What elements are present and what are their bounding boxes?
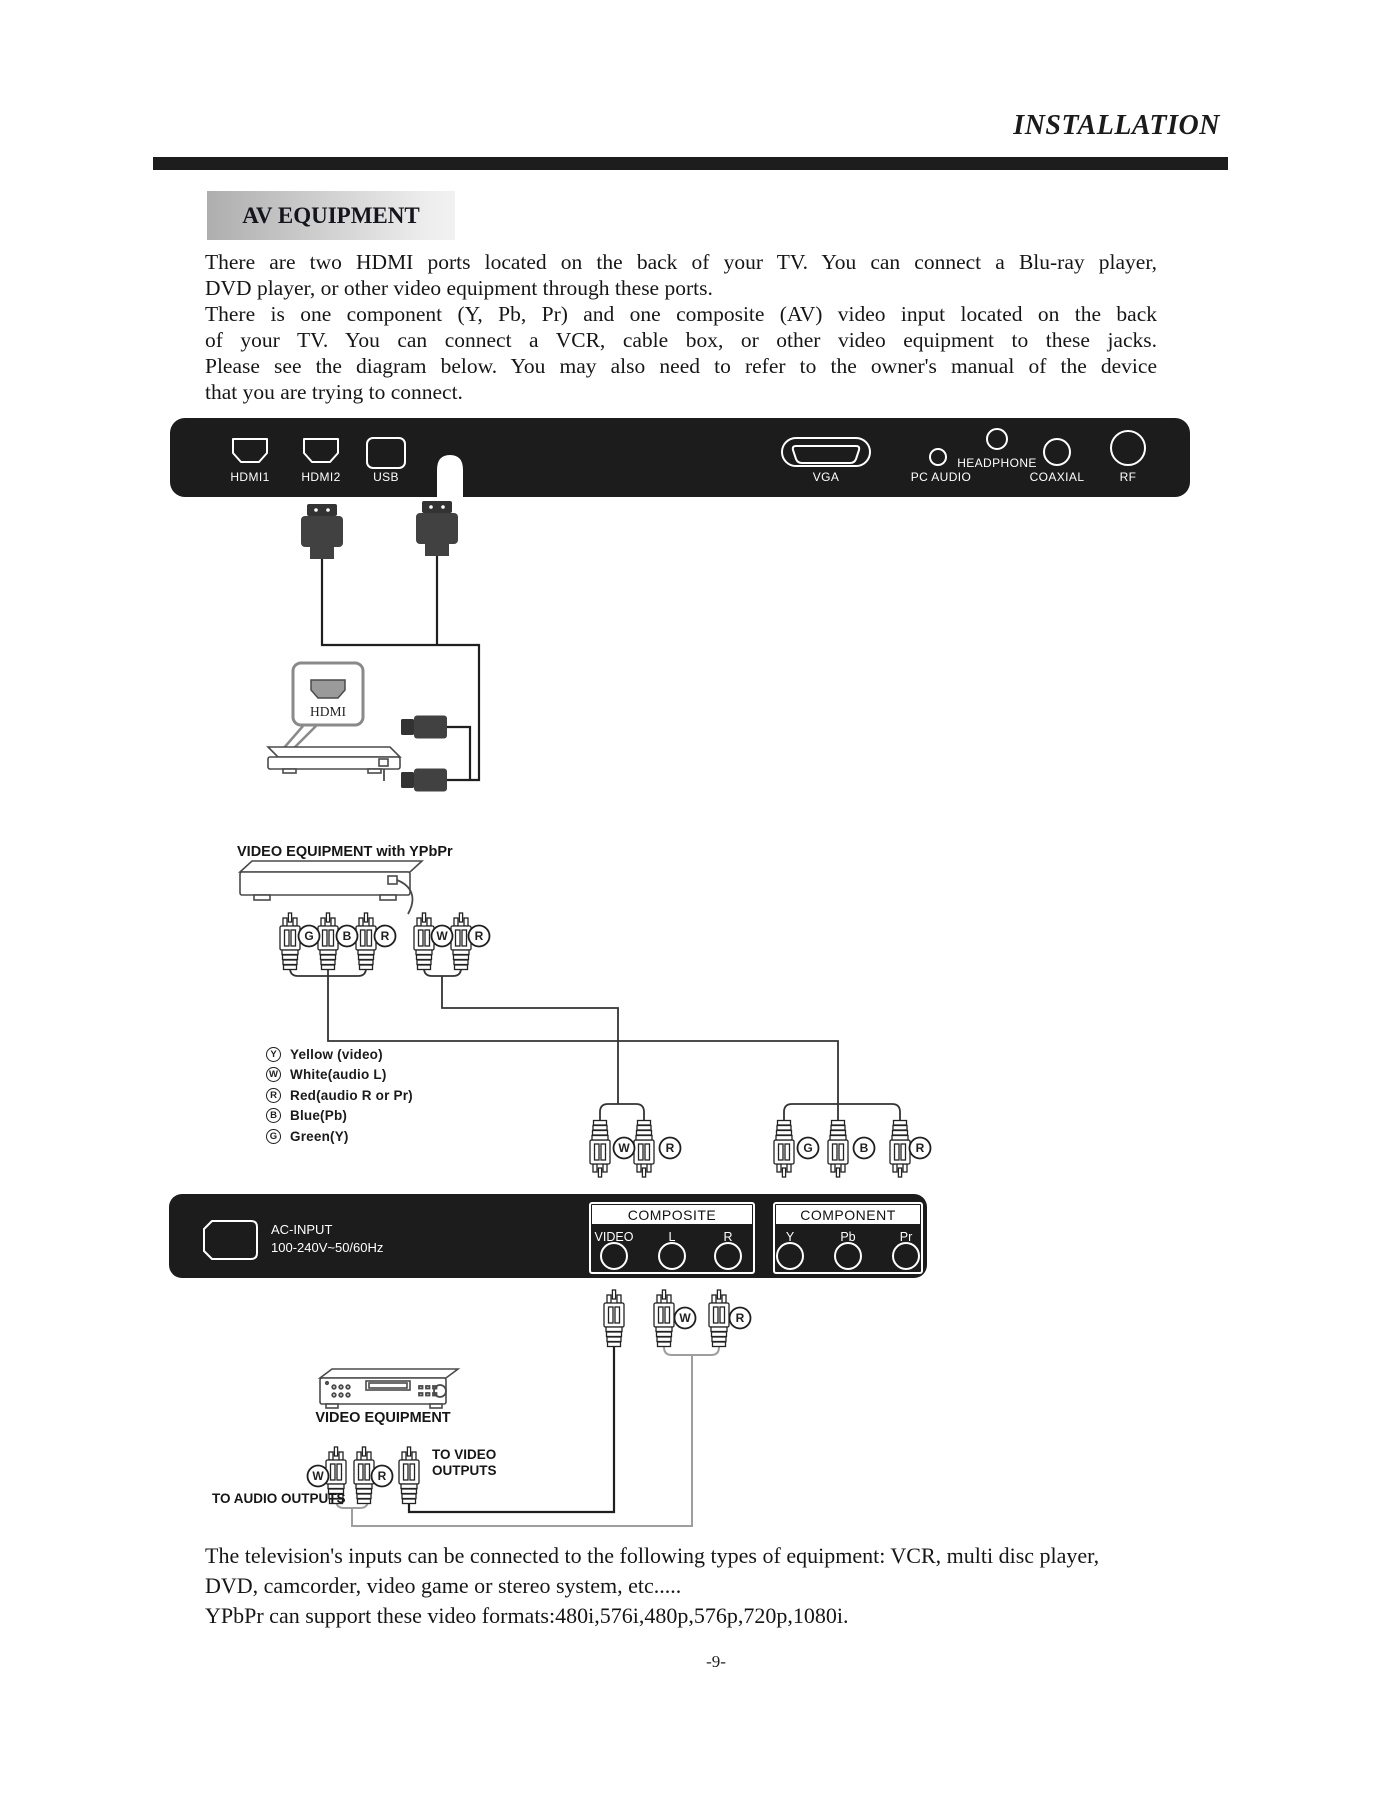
section-title: AV EQUIPMENT	[242, 202, 420, 228]
letter-r: R	[474, 929, 484, 943]
cable-bracket	[784, 1104, 900, 1122]
rca-connector-blue	[828, 1121, 848, 1178]
letter-b: B	[859, 1141, 869, 1155]
hdmi2-port-label: HDMI2	[301, 470, 341, 484]
legend-text: White(audio L)	[290, 1067, 387, 1082]
body-line: DVD player, or other video equipment through these ports.	[205, 276, 713, 300]
body-line: that you are trying to connect.	[205, 380, 463, 404]
letter-badge-w: W	[266, 1067, 281, 1082]
video-equipment-label: VIDEO EQUIPMENT	[315, 1410, 451, 1426]
letter-r: R	[377, 1469, 387, 1483]
rca-connector-red	[709, 1290, 729, 1347]
legend-item	[266, 1128, 413, 1144]
legend-text: Red(audio R or Pr)	[290, 1087, 413, 1103]
composite-left-label: L	[668, 1230, 676, 1244]
ac-input-rating: 100-240V~50/60Hz	[271, 1240, 384, 1255]
cable-bracket	[600, 1104, 644, 1122]
letter-badge-b: B	[266, 1108, 281, 1123]
hdmi1-port-label: HDMI1	[230, 470, 270, 484]
stand-notch	[437, 455, 463, 498]
video-equipment-section	[212, 1369, 497, 1506]
ypbpr-section-title: VIDEO EQUIPMENT with YPbPr	[237, 844, 453, 860]
body-line: There is one component (Y, Pb, Pr) and one composite (AV) video input located on the back	[205, 302, 1157, 326]
hdmi-plug-icon	[401, 769, 447, 792]
section-title-box	[207, 191, 455, 240]
legend-text: Blue(Pb)	[290, 1108, 348, 1123]
hdmi-plug-icon	[416, 501, 458, 556]
component-y-label: Y	[785, 1230, 795, 1244]
letter-badge-r: R	[266, 1088, 281, 1103]
component-pb-label: Pb	[840, 1230, 856, 1244]
letter-badge-y: Y	[266, 1047, 281, 1062]
legend-item	[266, 1108, 413, 1124]
legend-text: Green(Y)	[290, 1128, 349, 1144]
letter-w: W	[312, 1469, 324, 1483]
composite-title: COMPOSITE	[627, 1207, 717, 1223]
body-line: YPbPr can support these video formats:480i,576i,480p,576p,720p,1080i.	[205, 1603, 849, 1628]
rca-connector-red	[356, 913, 376, 970]
rca-connector-yellow	[604, 1290, 624, 1347]
pc-audio-jack-label: PC AUDIO	[910, 470, 972, 484]
letter-badge-g: G	[266, 1129, 281, 1144]
body-line: Please see the diagram below. You may also need to refer to the owner's manual of the device	[205, 354, 1157, 378]
hdmi-cable-diagram	[268, 501, 479, 792]
letter-w: W	[679, 1311, 691, 1325]
rca-connector-green	[280, 913, 300, 970]
header-rule	[153, 157, 1228, 170]
rca-connector-yellow	[399, 1447, 419, 1504]
rca-connector-white	[414, 913, 434, 970]
headphone-jack-label: HEADPHONE	[957, 456, 1037, 470]
to-video-outputs-label: TO VIDEO	[432, 1447, 497, 1462]
ypbpr-source-device	[240, 861, 422, 914]
composite-video-label: VIDEO	[594, 1230, 634, 1244]
panel-input-connectors	[590, 1104, 931, 1177]
hdmi-callout-label: HDMI	[310, 704, 346, 719]
to-video-outputs-label: OUTPUTS	[432, 1463, 497, 1478]
usb-port-label: USB	[373, 470, 399, 484]
vga-port-label: VGA	[812, 470, 840, 484]
legend-item	[266, 1046, 413, 1062]
hdmi-source-device	[268, 747, 400, 781]
page-header-title: INSTALLATION	[1013, 110, 1220, 141]
rf-jack-label: RF	[1119, 470, 1137, 484]
rca-connector-green	[774, 1121, 794, 1178]
body-line: DVD, camcorder, video game or stereo system, etc.....	[205, 1573, 682, 1598]
letter-g: G	[803, 1141, 813, 1155]
legend-text: Yellow (video)	[290, 1046, 383, 1062]
body-line: There are two HDMI ports located on the back of your TV. You can connect a Blu-ray player,	[205, 250, 1157, 274]
composite-right-label: R	[723, 1230, 733, 1244]
letter-r: R	[915, 1141, 925, 1155]
tv-bottom-rear-panel	[169, 1194, 927, 1278]
page-number: -9-	[706, 1652, 726, 1671]
intro-paragraph-1	[205, 249, 1157, 301]
tv-rear-panel	[170, 418, 1190, 498]
coaxial-jack-label: COAXIAL	[1029, 470, 1085, 484]
letter-w: W	[436, 929, 448, 943]
to-audio-outputs-label: TO AUDIO OUTPUTS	[212, 1491, 346, 1506]
rca-connector-white	[590, 1121, 610, 1178]
letter-r: R	[665, 1141, 675, 1155]
letter-b: B	[342, 929, 352, 943]
component-pr-label: Pr	[899, 1230, 913, 1244]
hdmi-plug-icon	[401, 716, 447, 739]
hdmi-port-icon	[311, 680, 345, 698]
letter-r: R	[380, 929, 390, 943]
legend-item	[266, 1067, 413, 1083]
hdmi-callout	[283, 663, 363, 751]
connector-color-legend	[266, 1046, 413, 1144]
tv-rear-panel-body	[170, 418, 1190, 497]
letter-g: G	[304, 929, 314, 943]
component-title: COMPONENT	[800, 1207, 896, 1223]
legend-item	[266, 1087, 413, 1103]
intro-paragraph-2	[205, 301, 1157, 405]
rca-connector-blue	[318, 913, 338, 970]
av-connection-diagram	[0, 400, 1400, 1540]
hdmi-plug-icon	[301, 504, 343, 559]
video-equipment-device	[320, 1369, 458, 1408]
composite-wiring	[336, 1290, 751, 1526]
rca-connector-red	[890, 1121, 910, 1178]
footer-paragraph	[205, 1541, 1210, 1631]
audio-cable-line	[442, 976, 618, 1104]
cable-bracket	[664, 1347, 719, 1355]
hdmi-cable-line	[446, 727, 470, 780]
body-line: of your TV. You can connect a VCR, cable box, or other video equipment to these jacks.	[205, 328, 1157, 352]
letter-w: W	[618, 1141, 630, 1155]
rca-connector-white	[654, 1290, 674, 1347]
rca-connector-red	[451, 913, 471, 970]
body-line: The television's inputs can be connected to the following types of equipment: VCR, multi disc player,	[205, 1543, 1100, 1568]
ac-input-label: AC-INPUT	[271, 1222, 333, 1237]
letter-r: R	[735, 1311, 745, 1325]
rca-connector-red	[634, 1121, 654, 1178]
